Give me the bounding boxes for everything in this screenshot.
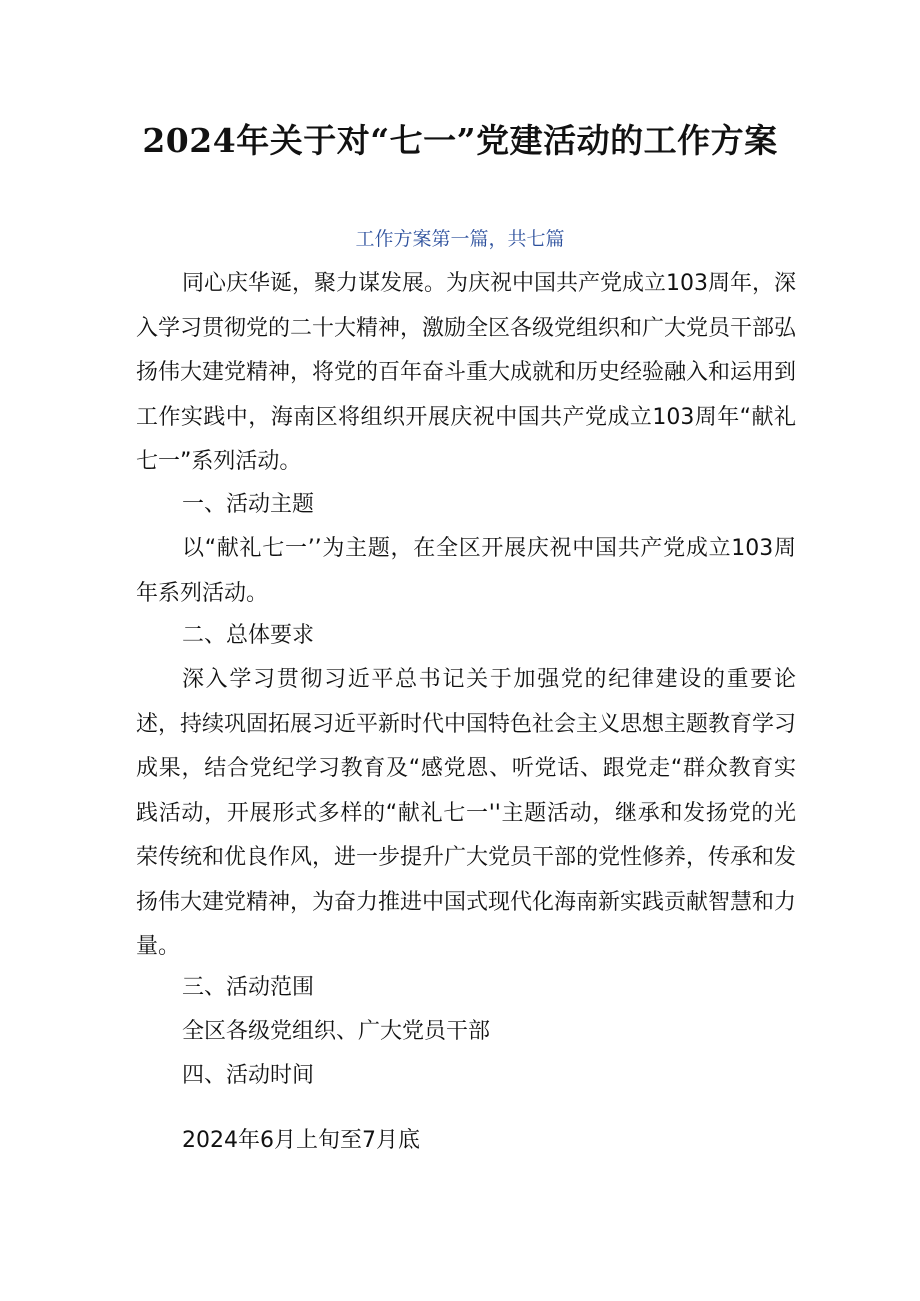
section-body-requirements: 深入学习贯彻习近平总书记关于加强党的纪律建设的重要论述，持续巩固拓展习近平新时代中国特色社会主义思想主题教育学习成果，结合党纪学习教育及“感党恩、听党话、跟党走“群众教育实践活动，开展形式多样的“献礼七一''主题活动，继承和发扬党的光荣传统和优良作风，进一步提升广大党员干部的党性修养，传承和发扬伟大建党精神，为奋力推进中国式现代化海南新实践贡献智慧和力量。 bbox=[136, 667, 797, 959]
section-heading-theme: 一、活动主题 bbox=[182, 492, 315, 517]
section-body-theme: 以“献礼七一’’为主题，在全区开展庆祝中国共产党成立103周年系列活动。 bbox=[136, 536, 796, 606]
section-heading-scope: 三、活动范围 bbox=[182, 975, 315, 1000]
section-body-scope: 全区各级党组织、广大党员干部 bbox=[182, 1019, 491, 1044]
document-subtitle: 工作方案第一篇，共七篇 bbox=[355, 228, 565, 250]
section-heading-requirements: 二、总体要求 bbox=[182, 623, 315, 648]
document-title: 2024年关于对“七一”党建活动的工作方案 bbox=[142, 121, 778, 160]
intro-paragraph: 同心庆华诞，聚力谋发展。为庆祝中国共产党成立103周年，深入学习贯彻党的二十大精神，激励全区各级党组织和广大党员干部弘扬伟大建党精神，将党的百年奋斗重大成就和历史经验融入和运用到工作实践中，海南区将组织开展庆祝中国共产党成立103周年“献礼七一”系列活动。 bbox=[136, 271, 797, 474]
section-body-time: 2024年6月上旬至7月底 bbox=[182, 1128, 420, 1153]
section-heading-time: 四、活动时间 bbox=[182, 1063, 315, 1088]
